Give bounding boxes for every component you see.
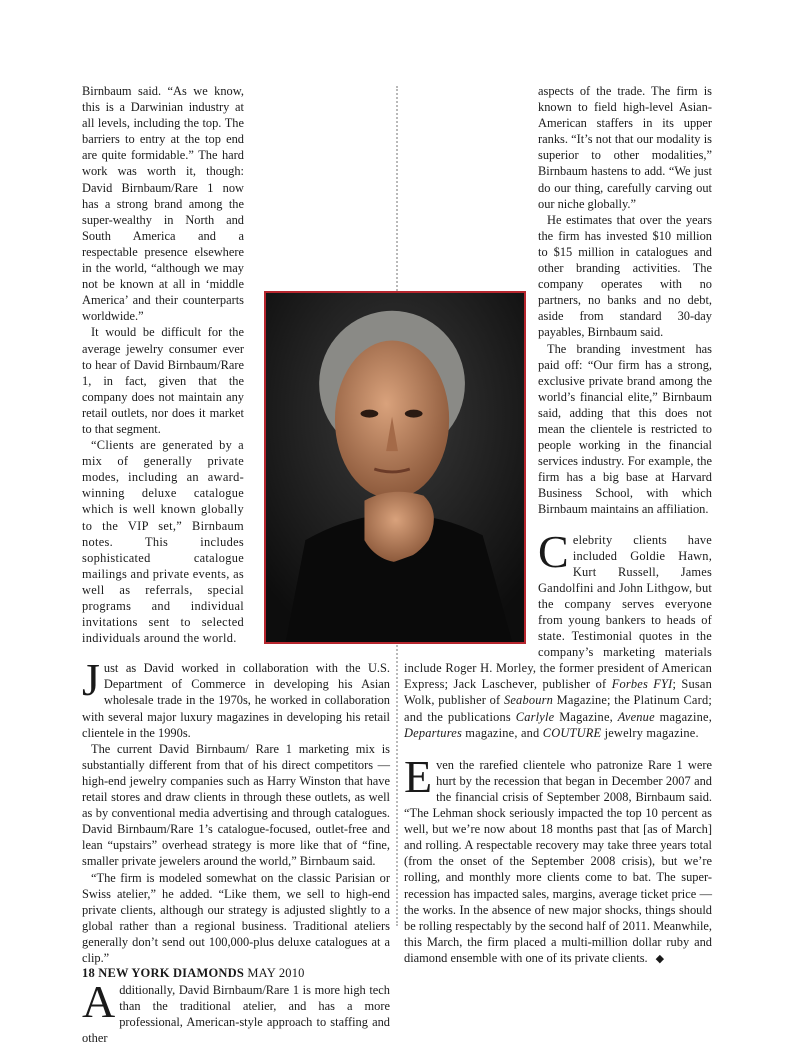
- paragraph: aspects of the trade. The firm is known to field high-level Asian-American staffers in its upper ranks. “It’s not that our modality is superior to other modalities,” Birnbaum hastens to add. “We just do our thing, carefully carving out our niche globally.”: [538, 84, 712, 211]
- drop-cap: J: [82, 654, 100, 706]
- portrait-illustration: [266, 293, 524, 642]
- paragraph: Birnbaum said. “As we know, this is a Darwinian industry at all levels, including the top. The barriers to entry at the top end are quite formidable.” The hard work was worth it, though: David Birnbaum/Rare 1 now has a strong brand among the super-wealthy in North and South America and a respectable presence elsewhere in the world, “although we may not be known at all in ‘middle America’ and their counterparts worldwide.”: [82, 84, 244, 324]
- paragraph: It would be difficult for the average jewelry consumer ever to hear of David Birnbaum/Rare 1, in fact, given that the company does not maintain any retail outlets, nor does it market to that segment.: [82, 325, 244, 436]
- paragraph: “The firm is modeled somewhat on the classic Parisian or Swiss atelier,” he added. “Like them, we sell to high-end private clients, although our strategy is adjusted slightly to a global rather than a regional business. Traditional ateliers generally don’t send out 100,000-plus deluxe catalogues at a clip.”: [82, 870, 390, 965]
- publication-name: Departures: [404, 725, 462, 740]
- publication-name: Carlyle: [515, 709, 555, 724]
- drop-cap: E: [404, 750, 433, 802]
- paragraph: He estimates that over the years the firm has invested $10 million to $15 million in catalogues and other branding activities. The company operates with no partners, no banks and no debt, aside from standard 30-day payables, Birnbaum said.: [538, 212, 712, 340]
- publication-name: Seabourn: [503, 693, 554, 708]
- paragraph-text: Magazine; the Platinum Card; and the publications: [404, 693, 712, 724]
- paragraph-text: magazine,: [654, 709, 713, 724]
- paragraph: [404, 750, 712, 967]
- page-footer: [82, 966, 305, 981]
- paragraph: [82, 654, 390, 740]
- publication-name: Forbes FYI: [611, 677, 673, 692]
- paragraph: The branding investment has paid off: “Our firm has a strong, exclusive private brand among the world’s financial elite,” Birnbaum said, adding that this does not mean the clientele is restricted to people working in the financial services industry. For example, the firm has a big base at Harvard Business School, with which Birnbaum maintains an affiliation.: [538, 341, 712, 517]
- publication-name: Avenue: [617, 709, 655, 724]
- paragraph-text: jewelry magazine.: [601, 725, 699, 740]
- paragraph-text: ; Susan Wolk, publisher of: [404, 677, 713, 708]
- paragraph-text: ven the rarefied clientele who patronize Rare 1 were hurt by the recession that began in December 2007 and the financial crisis of September 2008, Birnbaum said. “The Lehman shock seriously impacted the top 10 percent as well, but we’re now about 18 months past that [as of March] and rolling. A respectable recovery may take three years total (from the onset of the September 2008 crisis), but we’re rolling, and monthly more clients come to bat. The super-recession has impacted sales, margins, average ticket price — the works. In the absence of new major shocks, things should be rolling respectably by the second half of 2011. Meanwhile, this March, the firm placed a multi-million dollar ruby and diamond ensemble with one of its private clients.: [404, 757, 712, 965]
- paragraph-text: elebrity clients have included Goldie Hawn, Kurt Russell, James Gandolfini and John Lithgow, but the company serves everyone from young bankers to heads of state. Testimonial quotes in the company’s marketing materials include Roger H. Morley, the former president of American Express; Jack Laschever, publisher of: [404, 532, 712, 692]
- end-mark-diamond-icon: ◆: [655, 952, 665, 965]
- paragraph-text: magazine, and: [461, 725, 543, 740]
- paragraph-text: Magazine,: [554, 709, 618, 724]
- drop-cap: C: [538, 525, 569, 577]
- paragraph: The current David Birnbaum/ Rare 1 marketing mix is substantially different from that of his direct competitors — high-end jewelry companies such as Harry Winston that have retail stores and draw clients in through these outlets, as well as by conventional media advertising and through catalogues. David Birnbaum/Rare 1’s catalogue-focused, outlet-free and lean “upstairs” overhead strategy is more like that of “fine, smaller private jewelers around the world,” Birnbaum said.: [82, 741, 390, 869]
- portrait-photo: [264, 291, 526, 644]
- paragraph: “Clients are generated by a mix of generally private modes, including an award-winning deluxe catalogue which is well known globally to the VIP set,” Birnbaum notes. This includes sophisticated catalogue mailings and private events, as well as referrals, special programs and individual invitations sent to selected individuals around the world.: [82, 438, 244, 646]
- publication-name: NEW YORK DIAMONDS: [98, 966, 245, 980]
- paragraph: [82, 976, 390, 1046]
- paragraph-text: dditionally, David Birnbaum/Rare 1 is more high tech than the traditional atelier, and has a more professional, American-style approach to staffing and other: [82, 983, 390, 1046]
- publication-name: COUTURE: [542, 725, 602, 740]
- drop-cap: A: [82, 976, 116, 1028]
- page-number: 18: [82, 966, 95, 980]
- paragraph-text: ust as David worked in collaboration with the U.S. Department of Commerce in developing his Asian wholesale trade in the 1970s, he worked in collaboration with several major luxury magazines in developing his retail clientele in the 1990s.: [82, 661, 390, 740]
- issue-date: MAY 2010: [247, 966, 305, 980]
